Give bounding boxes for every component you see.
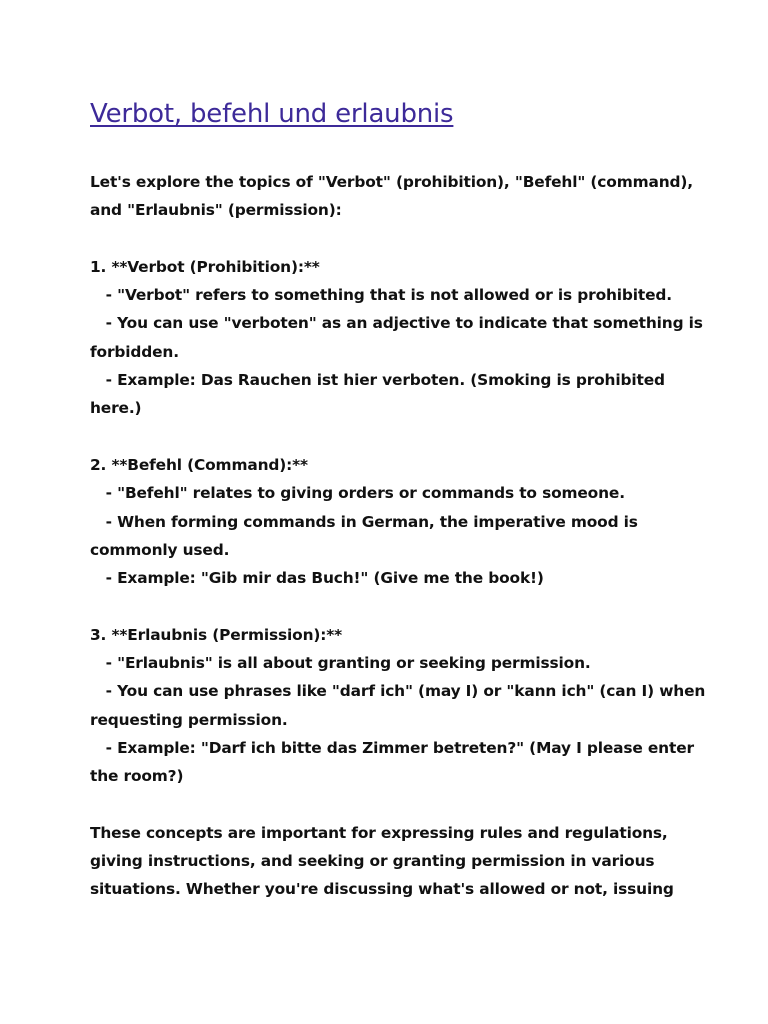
document-title: Verbot, befehl und erlaubnis [90, 99, 454, 129]
section-heading: 3. **Erlaubnis (Permission):** [90, 625, 343, 644]
conclusion-line: giving instructions, and seeking or granting permission in various [90, 852, 655, 871]
section-line: - Example: Das Rauchen ist hier verboten. (Smoking is prohibited [90, 371, 665, 390]
section-erlaubnis [90, 621, 706, 791]
intro-line: and "Erlaubnis" (permission): [90, 201, 342, 220]
section-line: commonly used. [90, 540, 230, 559]
conclusion-line: These concepts are important for expressing rules and regulations, [90, 823, 668, 842]
section-line: - When forming commands in German, the imperative mood is [90, 512, 638, 531]
section-line: - "Erlaubnis" is all about granting or seeking permission. [90, 654, 591, 673]
section-heading: 2. **Befehl (Command):** [90, 455, 308, 474]
conclusion-paragraph [90, 819, 690, 904]
section-line: - You can use "verboten" as an adjective to indicate that something is [90, 314, 703, 333]
section-line: the room?) [90, 767, 184, 786]
section-line: - Example: "Gib mir das Buch!" (Give me the book!) [90, 569, 544, 588]
section-line: requesting permission. [90, 710, 288, 729]
section-line: forbidden. [90, 342, 179, 361]
intro-line: Let's explore the topics of "Verbot" (prohibition), "Befehl" (command), [90, 173, 693, 191]
section-line: - You can use phrases like "darf ich" (may I) or "kann ich" (can I) when [90, 682, 706, 701]
section-heading: 1. **Verbot (Prohibition):** [90, 257, 320, 276]
section-line: - "Befehl" relates to giving orders or commands to someone. [90, 484, 625, 503]
section-verbot [90, 253, 703, 423]
section-line: - Example: "Darf ich bitte das Zimmer betreten?" (May I please enter [90, 738, 694, 757]
section-befehl [90, 451, 690, 592]
conclusion-line: situations. Whether you're discussing what's allowed or not, issuing [90, 880, 674, 899]
section-line: - "Verbot" refers to something that is not allowed or is prohibited. [90, 286, 672, 305]
document-body [90, 168, 706, 904]
intro-paragraph [90, 168, 693, 225]
section-line: here.) [90, 399, 142, 418]
